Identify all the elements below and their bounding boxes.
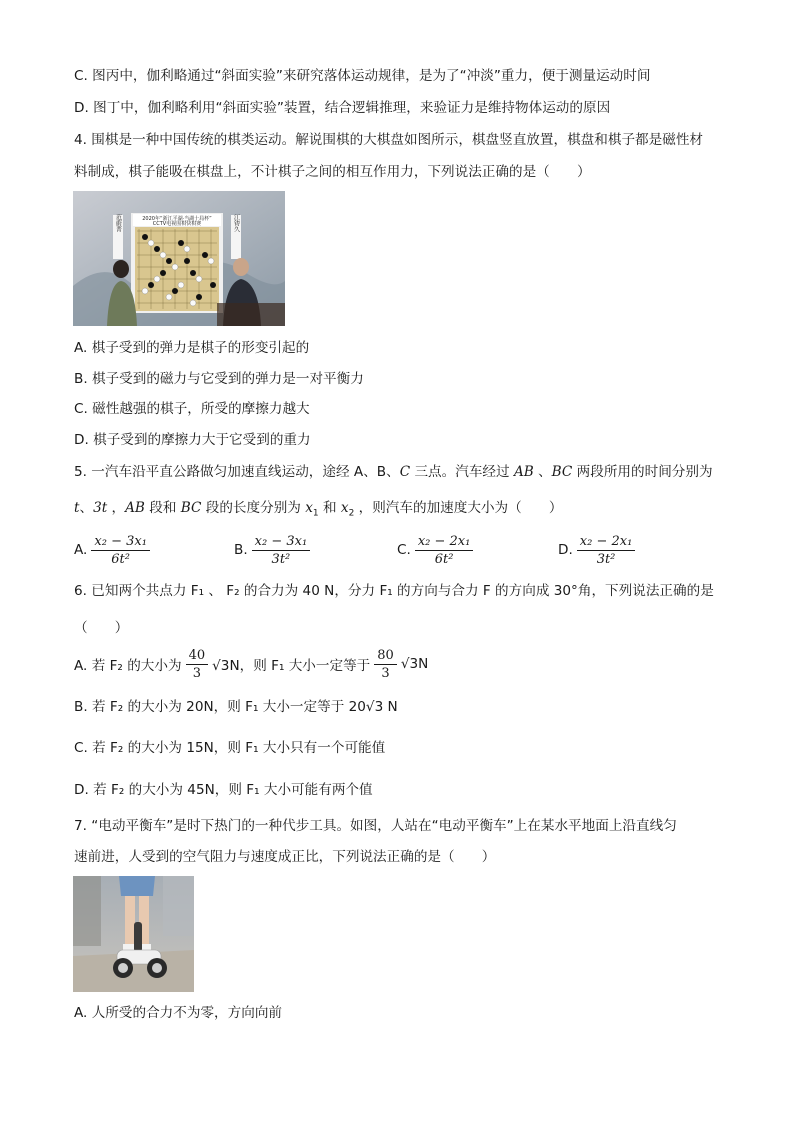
q5-text: 两段所用的时间分别为	[572, 464, 713, 480]
q5-text: 5. 一汽车沿平直公路做匀加速直线运动，途经 A、B、	[74, 464, 400, 480]
numerator: x₂ − 2x₁	[415, 534, 474, 551]
q6-option-c: C. 若 F₂ 的大小为 15N，则 F₁ 大小只有一个可能值	[74, 740, 386, 756]
fraction	[186, 648, 209, 681]
q5-math-ab: AB	[513, 464, 534, 480]
denominator: 6t²	[111, 551, 130, 567]
balance-scooter-photo	[73, 876, 194, 992]
q3-option-d: D. 图丁中，伽利略利用“斜面实验”装置，结合逻辑推理，来验证力是维持物体运动的原因	[74, 100, 611, 116]
numerator: 80	[374, 648, 397, 665]
denominator: 3t²	[596, 551, 616, 567]
q5-sub-2: 2	[348, 508, 355, 519]
q5-math-c: C	[399, 464, 411, 480]
fraction	[577, 534, 636, 567]
q6-option-b: B. 若 F₂ 的大小为 20N，则 F₁ 大小一定等于 20√3 N	[74, 699, 398, 715]
q5-text: 三点。汽车经过	[410, 464, 514, 480]
denominator: 3t²	[271, 551, 291, 567]
q5-text: 、	[79, 500, 94, 516]
numerator: x₂ − 3x₁	[91, 534, 150, 551]
q5-text: 段的长度分别为	[201, 500, 306, 516]
option-label: D.	[558, 542, 573, 558]
q4-stem-line1: 4. 围棋是一种中国传统的棋类运动。解说围棋的大棋盘如图所示，棋盘竖直放置，棋盘和棋子都是磁性材	[74, 132, 704, 148]
q6-stem-line2: （ ）	[74, 620, 129, 636]
q5-stem-line1	[74, 462, 713, 482]
option-text: √3N	[400, 656, 429, 672]
q7-option-a: A. 人所受的合力不为零，方向向前	[74, 1005, 283, 1021]
photo-caption-1: 2020年“浙江平湖·当湖十局杯”	[142, 216, 212, 222]
q4-option-c: C. 磁性越强的棋子，所受的摩擦力越大	[74, 401, 310, 417]
option-text: A. 若 F₂ 的大小为	[74, 658, 182, 674]
option-label: A.	[74, 542, 88, 558]
q6-stem-line1: 6. 已知两个共点力 F₁ 、 F₂ 的合力为 40 N，分力 F₁ 的方向与合力 F 的方向成 30°角，下列说法正确的是	[74, 583, 714, 599]
q5-option-a	[74, 530, 154, 570]
numerator: x₂ − 3x₁	[252, 534, 311, 551]
fraction	[415, 534, 474, 567]
q5-text: 和	[318, 500, 341, 516]
q4-stem-line2: 料制成，棋子能吸在棋盘上，不计棋子之间的相互作用力，下列说法正确的是（ ）	[74, 164, 591, 180]
q5-text: ，则汽车的加速度大小为（ ）	[354, 500, 563, 516]
q7-stem-line2: 速前进，人受到的空气阻力与速度成正比，下列说法正确的是（ ）	[74, 849, 496, 865]
q5-option-c	[397, 530, 477, 570]
q7-stem-line1: 7. “电动平衡车”是时下热门的一种代步工具。如图，人站在“电动平衡车”上在某水平地面上沿直线匀	[74, 818, 677, 834]
q5-text: 、	[533, 464, 552, 480]
q5-math-x: x	[340, 500, 349, 516]
q4-option-d: D. 棋子受到的摩擦力大于它受到的重力	[74, 432, 311, 448]
q5-sub-1: 1	[312, 508, 319, 519]
q4-option-b: B. 棋子受到的磁力与它受到的弹力是一对平衡力	[74, 371, 364, 387]
numerator: x₂ − 2x₁	[577, 534, 636, 551]
q5-math-bc: BC	[180, 500, 202, 516]
q5-math-x: x	[305, 500, 313, 516]
q5-text: 段和	[144, 500, 181, 516]
left-name-board: 范蔚菁	[114, 214, 122, 232]
option-label: C.	[397, 542, 411, 558]
q6-option-d: D. 若 F₂ 的大小为 45N，则 F₁ 大小可能有两个值	[74, 782, 373, 798]
q5-math-3t: 3t	[93, 500, 108, 516]
q3-option-c: C. 图丙中，伽利略通过“斜面实验”来研究落体运动规律，是为了“冲淡”重力，便于测量运动时间	[74, 68, 651, 84]
q5-option-b	[234, 530, 314, 570]
q5-option-d	[558, 530, 639, 570]
go-board-photo	[73, 191, 285, 326]
photo-caption-2: CCTV电视围棋快棋赛	[152, 221, 202, 227]
denominator: 6t²	[434, 551, 454, 567]
fraction	[91, 534, 150, 567]
option-label: B.	[234, 542, 248, 558]
right-name-board: 江铸久	[232, 214, 240, 232]
denominator: 3	[381, 665, 390, 681]
q5-math-ab: AB	[125, 500, 145, 516]
q5-math-t: t	[74, 500, 80, 516]
fraction	[252, 534, 311, 567]
fraction	[374, 648, 397, 681]
option-text: √3N，则 F₁ 大小一定等于	[212, 658, 371, 674]
q5-math-bc: BC	[551, 464, 573, 480]
q5-stem-line2	[74, 498, 563, 524]
q6-option-a	[74, 642, 428, 686]
q5-text: ，	[107, 500, 126, 516]
q4-option-a: A. 棋子受到的弹力是棋子的形变引起的	[74, 340, 310, 356]
numerator: 40	[186, 648, 209, 665]
denominator: 3	[192, 665, 201, 681]
